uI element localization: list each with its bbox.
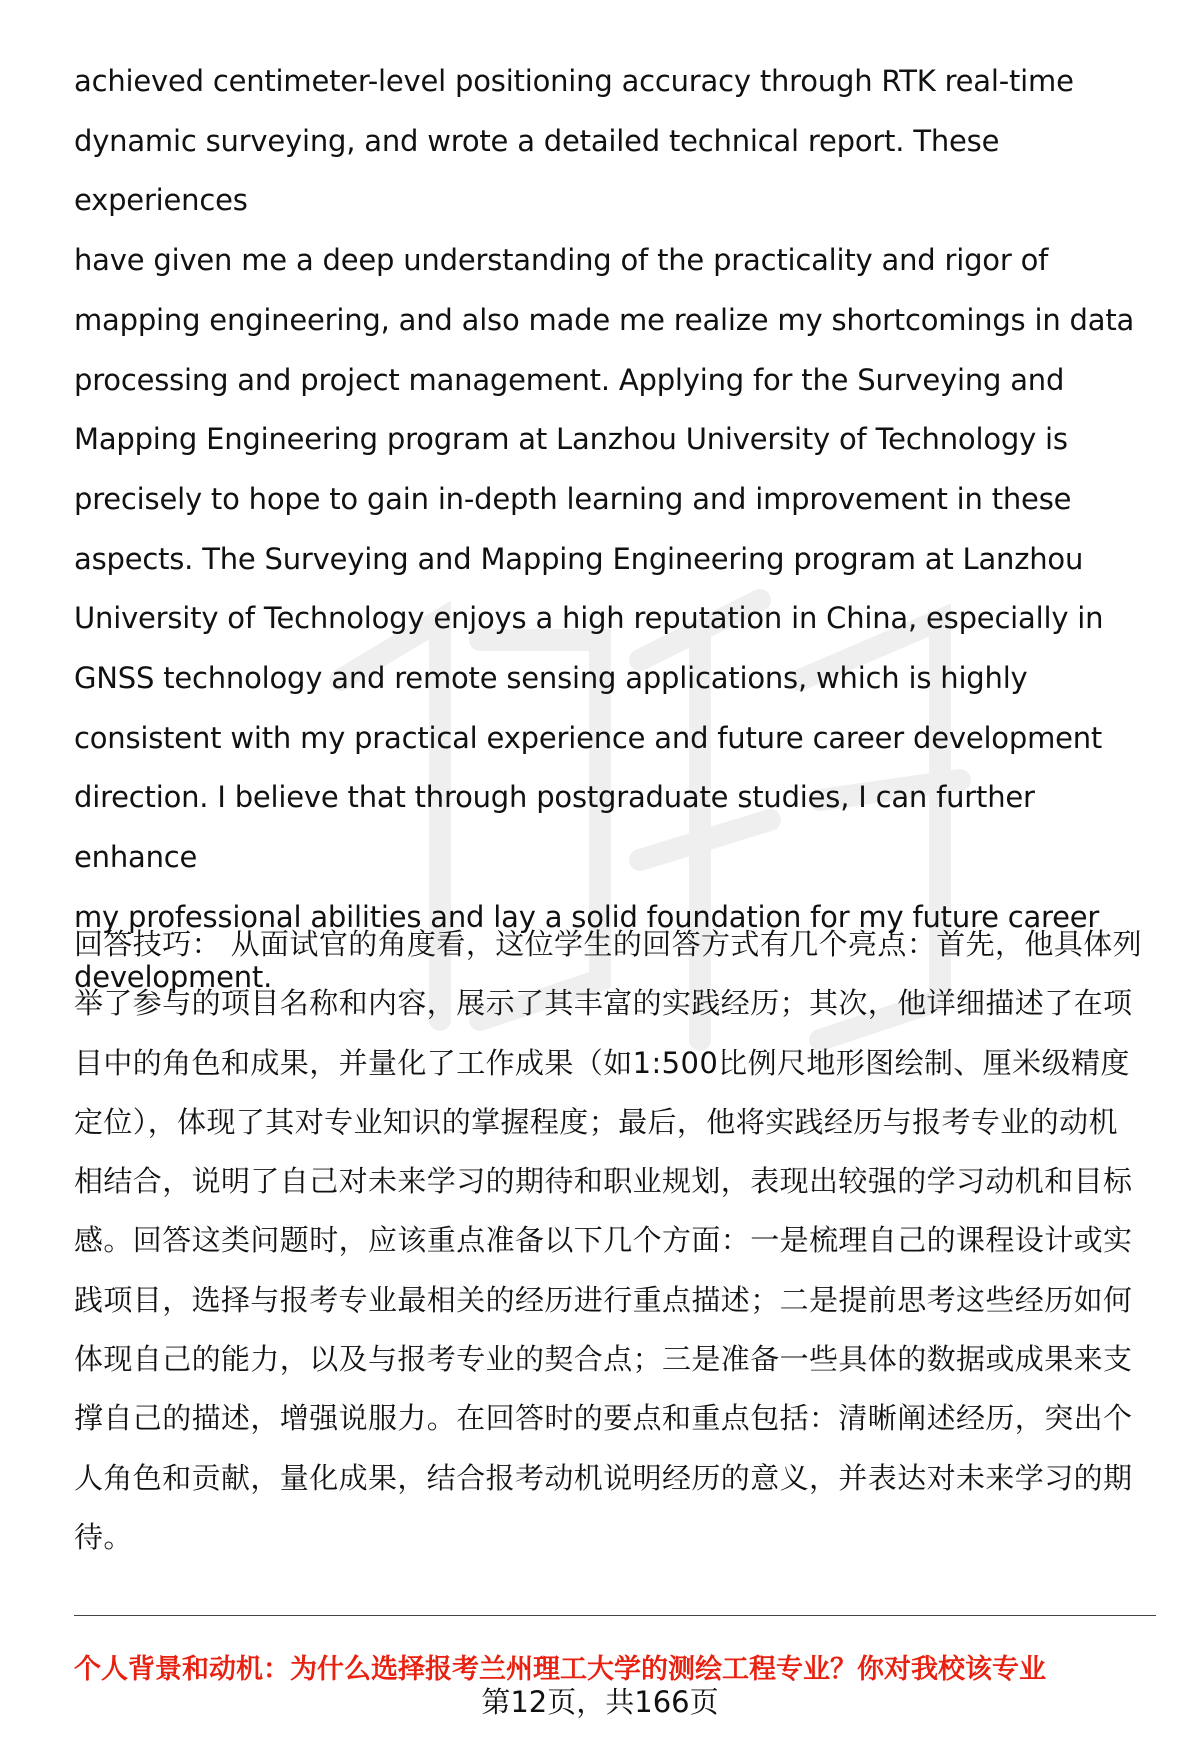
section-divider — [74, 1615, 1156, 1616]
answer-paragraph: achieved centimeter-level positioning accuracy through RTK real-time dynamic surveying, and wrote a detailed technical report. These experiences have given me a deep understanding of the practicality and rigor of mapping engineering, and also made me realize my shortcomings in data processing and project management. Applying for the Surveying and Mapping Engineering program at Lanzhou University of Technology is precisely to hope to gain in-depth learning and improvement in these aspects. The Surveying and Mapping Engineering program at Lanzhou University of Technology enjoys a high reputation in China, especially in GNSS technology and remote sensing applications, which is highly consistent with my practical experience and future career development direction. I believe that through postgraduate studies, I can further enhance my professional abilities and lay a solid foundation for my future career development. — [74, 64, 1135, 994]
page-number: 第12页，共166页 — [481, 1685, 719, 1719]
answer-tips-paragraph: 回答技巧： 从面试官的角度看，这位学生的回答方式有几个亮点：首先，他具体列 举了参与的项目名称和内容，展示了其丰富的实践经历；其次，他详细描述了在项 目中的角色和成果，并量化了工作成果（如1:500比例尺地形图绘制、厘米级精度 定位），体现了其对专业知识的掌握程度；最后，他将实践经历与报考专业的动机 相结合，说明了自己对未来学习的期待和职业规划，表现出较强的学习动机和目标 感。回答这类问题时，应该重点准备以下几个方面：一是梳理自己的课程设计或实 践项目，选择与报考专业最相关的经历进行重点描述；二是提前思考这些经历如何 体现自己的能力，以及与报考专业的契合点；三是准备一些具体的数据或成果来支 撑自己的描述，增强说服力。在回答时的要点和重点包括：清晰阐述经历，突出个 人角色和贡献，量化成果，结合报考动机说明经历的意义，并表达对未来学习的期 待。 — [74, 927, 1143, 1554]
next-question-heading: 个人背景和动机：为什么选择报考兰州理工大学的测绘工程专业？你对我校该专业 — [74, 1654, 1046, 1685]
